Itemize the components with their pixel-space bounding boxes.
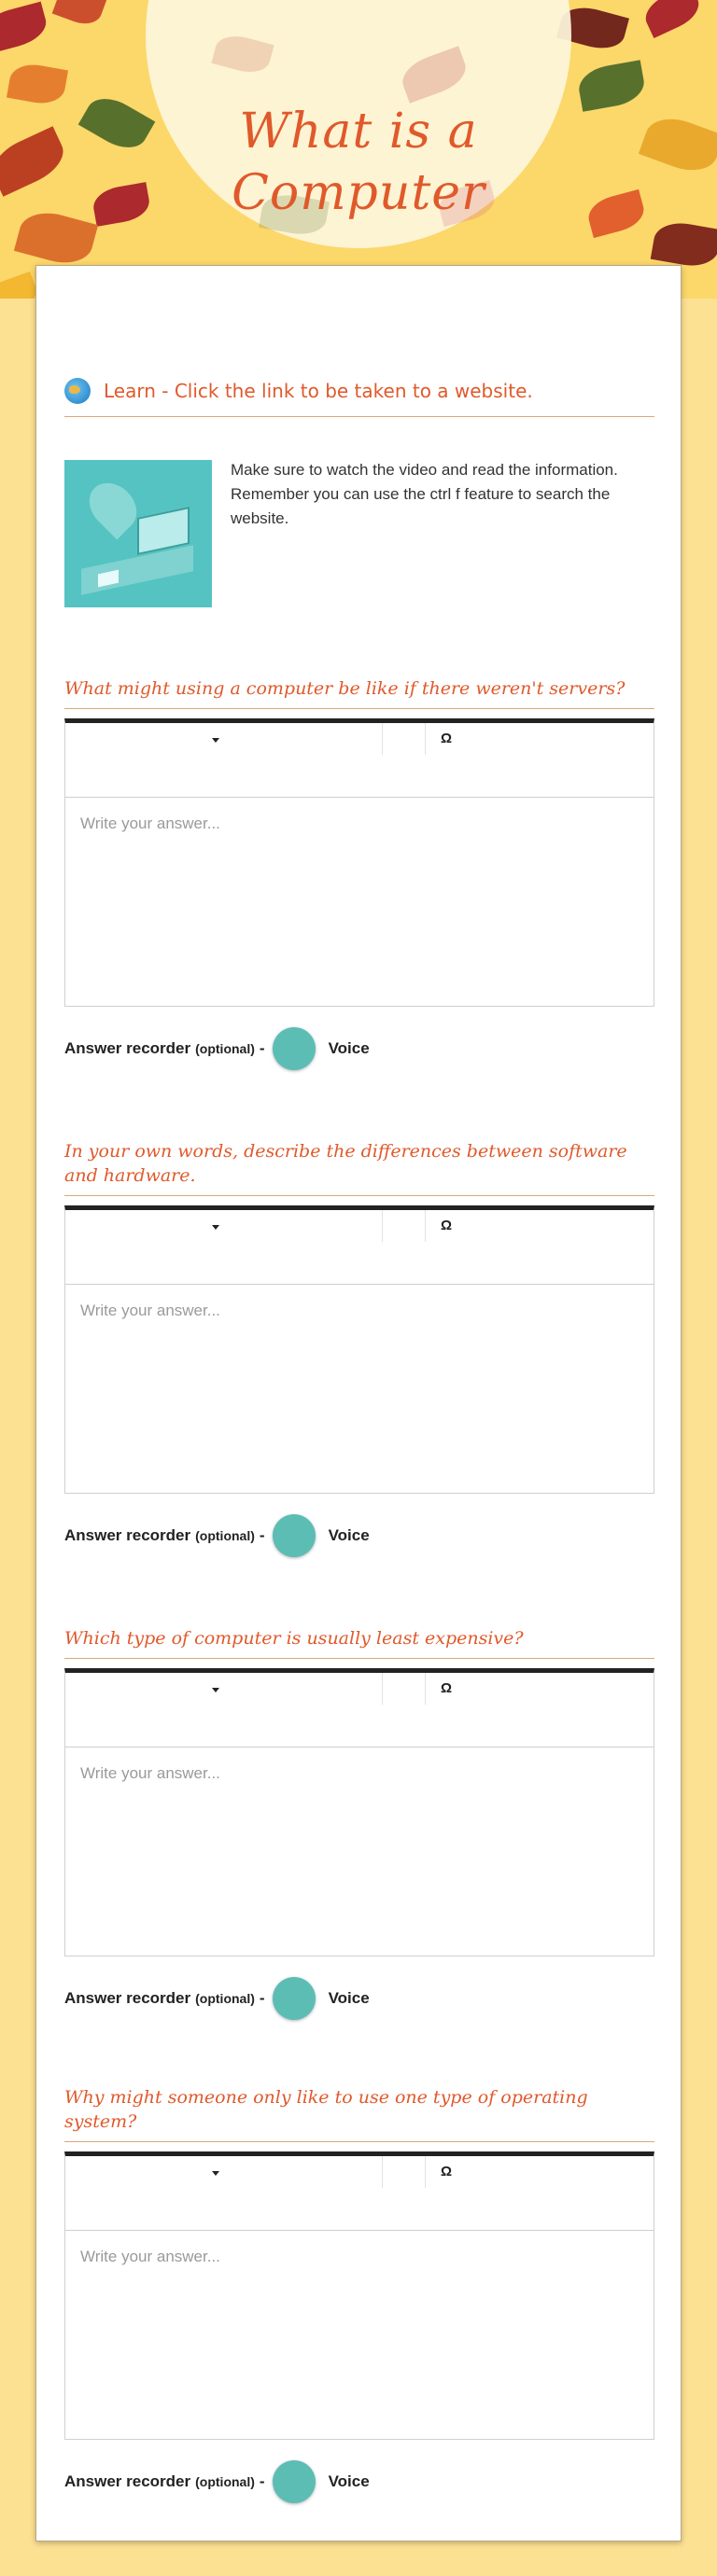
record-voice-button[interactable] [273,1977,316,2020]
format-dropdown[interactable] [65,723,383,755]
question-1 [64,676,654,1070]
recorder-dash: - [259,2472,265,2490]
content-card [35,265,682,2541]
toolbar-divider [383,1673,426,1705]
answer-recorder [64,1027,654,1070]
special-characters-button[interactable]: Ω [441,1680,453,1696]
leaf-decoration [639,110,717,179]
editor-toolbar [65,723,654,798]
recorder-label: Answer recorder [64,1526,191,1544]
chevron-down-icon [212,1225,219,1230]
format-dropdown[interactable] [65,1210,383,1242]
answer-input[interactable] [65,2231,654,2434]
question-2 [64,1139,654,1557]
leaf-decoration [651,218,717,270]
recorder-optional: (optional) [195,1991,255,2006]
toolbar-divider [383,723,426,755]
answer-editor [64,1668,654,1956]
question-title: In your own words, describe the differences between software and hardware. [64,1139,654,1196]
record-voice-button[interactable] [273,2460,316,2503]
answer-editor [64,718,654,1007]
editor-toolbar [65,2156,654,2231]
answer-editor [64,2151,654,2440]
special-characters-button[interactable]: Ω [441,2164,453,2179]
header-banner [0,0,717,299]
recorder-dash: - [259,1989,265,2007]
answer-editor [64,1205,654,1494]
voice-label: Voice [328,1039,370,1057]
voice-label: Voice [328,2472,370,2490]
recorder-label: Answer recorder [64,1989,191,2007]
leaf-decoration [0,2,50,55]
answer-recorder [64,1977,654,2020]
leaf-decoration [91,182,152,227]
media-section [64,460,654,607]
learn-section [64,376,654,417]
question-3 [64,1626,654,2020]
learn-link[interactable]: Learn - Click the link to be taken to a website. [104,380,533,402]
chevron-down-icon [212,738,219,743]
recorder-optional: (optional) [195,1528,255,1543]
recorder-dash: - [259,1526,265,1544]
editor-toolbar [65,1673,654,1748]
leaf-decoration [576,60,648,111]
question-title: Which type of computer is usually least expensive? [64,1626,654,1659]
record-voice-button[interactable] [273,1027,316,1070]
recorder-optional: (optional) [195,2474,255,2489]
recorder-optional: (optional) [195,1041,255,1056]
globe-icon [64,378,91,404]
leaf-decoration [0,126,71,196]
format-dropdown[interactable] [65,1673,383,1705]
leaf-decoration [640,0,705,38]
answer-recorder [64,1514,654,1557]
question-title: Why might someone only like to use one type of operating system? [64,2085,654,2142]
computer-illustration [64,460,212,607]
special-characters-button[interactable]: Ω [441,731,453,746]
recorder-dash: - [259,1039,265,1057]
recorder-label: Answer recorder [64,1039,191,1057]
leaf-decoration [7,61,68,107]
format-dropdown[interactable] [65,2156,383,2188]
recorder-label: Answer recorder [64,2472,191,2490]
voice-label: Voice [328,1989,370,2007]
question-4 [64,2085,654,2503]
answer-input[interactable] [65,798,654,1001]
answer-input[interactable] [65,1285,654,1488]
editor-toolbar [65,1210,654,1285]
chevron-down-icon [212,1688,219,1692]
chevron-down-icon [212,2171,219,2176]
page-title: What is a Computer [232,104,485,221]
leaf-decoration [584,189,648,238]
leaf-decoration [78,89,156,157]
leaf-decoration [14,205,98,270]
voice-label: Voice [328,1526,370,1544]
record-voice-button[interactable] [273,1514,316,1557]
leaf-decoration [52,0,107,30]
special-characters-button[interactable]: Ω [441,1218,453,1233]
location-pin-icon [80,474,147,540]
answer-input[interactable] [65,1748,654,1951]
info-text: Make sure to watch the video and read the information. Remember you can use the ctrl f feature to search the website. [231,461,618,527]
answer-recorder [64,2460,654,2503]
toolbar-divider [383,1210,426,1242]
question-title: What might using a computer be like if there weren't servers? [64,676,654,709]
toolbar-divider [383,2156,426,2188]
